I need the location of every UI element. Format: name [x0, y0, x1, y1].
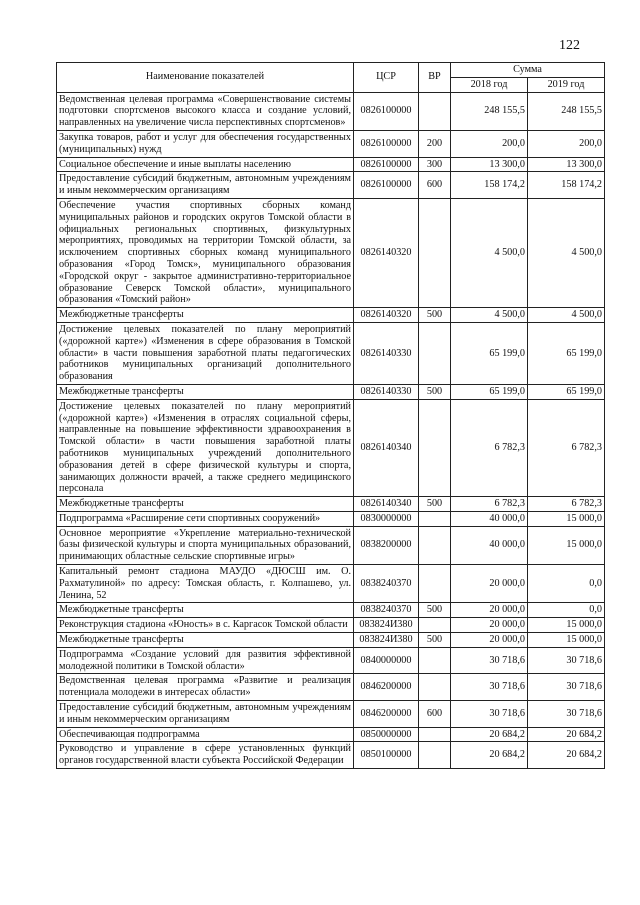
row-amount-2019-cell: 4 500,0	[528, 198, 605, 307]
row-csr-cell: 0826140330	[354, 384, 419, 399]
row-vr-cell	[419, 399, 451, 496]
row-csr-cell: 0838200000	[354, 526, 419, 564]
page-number: 122	[559, 38, 580, 53]
row-amount-2018-cell: 6 782,3	[451, 399, 528, 496]
table-row	[57, 603, 605, 618]
row-name-cell: Ведомственная целевая программа «Совершенствование системы подготовки спортсменов высокого класса и создание условий, направленных на увеличение числа перспективных спортсменов»	[57, 92, 354, 130]
row-amount-2018-cell: 20 684,2	[451, 727, 528, 742]
row-vr-cell: 500	[419, 384, 451, 399]
row-csr-cell: 0826140330	[354, 322, 419, 384]
table-row	[57, 526, 605, 564]
row-amount-2019-cell: 15 000,0	[528, 511, 605, 526]
row-vr-cell: 300	[419, 157, 451, 172]
row-vr-cell	[419, 618, 451, 633]
table-row	[57, 172, 605, 199]
row-amount-2019-cell: 30 718,6	[528, 701, 605, 728]
row-csr-cell: 0826140320	[354, 198, 419, 307]
row-name-cell: Капитальный ремонт стадиона МАУДО «ДЮСШ им. О. Рахматулиной» по адресу: Томская область, г. Колпашево, ул. Ленина, 52	[57, 565, 354, 603]
row-amount-2018-cell: 30 718,6	[451, 674, 528, 701]
budget-table	[56, 62, 605, 769]
table-row	[57, 511, 605, 526]
row-amount-2019-cell: 4 500,0	[528, 308, 605, 323]
row-name-cell: Достижение целевых показателей по плану мероприятий («дорожной карте») «Изменения в отраслях социальной сферы, направленные на повышение эффективности здравоохранения в Томской области» в части повышения заработной платы работников муниципальных учреждений дополнительного образования детей в сфере физической культуры и спорта, занимающих должности врачей, а также среднего медицинского персонала	[57, 399, 354, 496]
row-name-cell: Межбюджетные трансферты	[57, 497, 354, 512]
table-row	[57, 322, 605, 384]
row-amount-2018-cell: 20 000,0	[451, 603, 528, 618]
row-vr-cell: 500	[419, 633, 451, 648]
row-amount-2018-cell: 158 174,2	[451, 172, 528, 199]
row-amount-2018-cell: 65 199,0	[451, 322, 528, 384]
row-vr-cell	[419, 647, 451, 674]
table-row	[57, 308, 605, 323]
row-amount-2018-cell: 30 718,6	[451, 647, 528, 674]
row-amount-2018-cell: 6 782,3	[451, 497, 528, 512]
row-name-cell: Основное мероприятие «Укрепление материально-технической базы физической культуры и спорта муниципальных образований, принимающих областные сельские спортивные игры»	[57, 526, 354, 564]
table-body	[57, 92, 605, 768]
row-vr-cell	[419, 198, 451, 307]
row-amount-2019-cell: 65 199,0	[528, 384, 605, 399]
row-amount-2019-cell: 6 782,3	[528, 497, 605, 512]
row-amount-2019-cell: 20 684,2	[528, 742, 605, 769]
row-amount-2019-cell: 248 155,5	[528, 92, 605, 130]
row-name-cell: Подпрограмма «Создание условий для развития эффективной молодежной политики в Томской области»	[57, 647, 354, 674]
header-year-2019: 2019 год	[528, 77, 605, 92]
table-row	[57, 565, 605, 603]
row-name-cell: Обеспечение участия спортивных сборных команд муниципальных районов и городских округов Томской области в официальных региональных спортивных, физкультурных мероприятиях, проводимых на территории Томской области, за исключением спортивных сборных команд муниципального образования «Город Томск», муниципального образования «Городской округ - закрытое административно-территориальное образование Северск Томской области», муниципального образования «Томский район»	[57, 198, 354, 307]
table-row	[57, 384, 605, 399]
row-amount-2018-cell: 20 000,0	[451, 633, 528, 648]
table-row	[57, 647, 605, 674]
table-row	[57, 157, 605, 172]
table-row	[57, 497, 605, 512]
table-row	[57, 742, 605, 769]
row-amount-2019-cell: 158 174,2	[528, 172, 605, 199]
row-name-cell: Закупка товаров, работ и услуг для обеспечения государственных (муниципальных) нужд	[57, 130, 354, 157]
row-amount-2019-cell: 20 684,2	[528, 727, 605, 742]
row-name-cell: Ведомственная целевая программа «Развитие и реализация потенциала молодежи в интересах области»	[57, 674, 354, 701]
row-amount-2018-cell: 200,0	[451, 130, 528, 157]
row-csr-cell: 0830000000	[354, 511, 419, 526]
table-row	[57, 130, 605, 157]
row-csr-cell: 0850000000	[354, 727, 419, 742]
table-row	[57, 701, 605, 728]
table-row	[57, 399, 605, 496]
row-name-cell: Межбюджетные трансферты	[57, 633, 354, 648]
row-csr-cell: 0826140320	[354, 308, 419, 323]
row-amount-2019-cell: 200,0	[528, 130, 605, 157]
row-csr-cell: 0838240370	[354, 603, 419, 618]
row-amount-2018-cell: 248 155,5	[451, 92, 528, 130]
row-name-cell: Межбюджетные трансферты	[57, 384, 354, 399]
row-name-cell: Межбюджетные трансферты	[57, 308, 354, 323]
row-amount-2018-cell: 40 000,0	[451, 526, 528, 564]
table-header	[57, 63, 605, 93]
header-csr: ЦСР	[354, 63, 419, 93]
row-amount-2019-cell: 65 199,0	[528, 322, 605, 384]
row-amount-2018-cell: 20 000,0	[451, 565, 528, 603]
table-row	[57, 727, 605, 742]
row-amount-2019-cell: 30 718,6	[528, 674, 605, 701]
row-vr-cell	[419, 511, 451, 526]
row-vr-cell: 500	[419, 308, 451, 323]
row-vr-cell	[419, 727, 451, 742]
row-name-cell: Межбюджетные трансферты	[57, 603, 354, 618]
row-vr-cell	[419, 92, 451, 130]
row-name-cell: Реконструкция стадиона «Юность» в с. Каргасок Томской области	[57, 618, 354, 633]
row-csr-cell: 0846200000	[354, 674, 419, 701]
header-name: Наименование показателей	[57, 63, 354, 93]
header-vr: ВР	[419, 63, 451, 93]
row-name-cell: Предоставление субсидий бюджетным, автономным учреждениям и иным некоммерческим организациям	[57, 701, 354, 728]
row-amount-2019-cell: 0,0	[528, 603, 605, 618]
row-name-cell: Руководство и управление в сфере установленных функций органов государственной власти субъекта Российской Федерации	[57, 742, 354, 769]
row-csr-cell: 083824И380	[354, 618, 419, 633]
row-amount-2018-cell: 20 684,2	[451, 742, 528, 769]
table-row	[57, 633, 605, 648]
row-vr-cell: 500	[419, 603, 451, 618]
row-vr-cell: 500	[419, 497, 451, 512]
table-row	[57, 92, 605, 130]
row-amount-2018-cell: 4 500,0	[451, 308, 528, 323]
row-csr-cell: 083824И380	[354, 633, 419, 648]
row-csr-cell: 0838240370	[354, 565, 419, 603]
row-name-cell: Социальное обеспечение и иные выплаты населению	[57, 157, 354, 172]
row-csr-cell: 0840000000	[354, 647, 419, 674]
table-row	[57, 674, 605, 701]
row-name-cell: Предоставление субсидий бюджетным, автономным учреждениям и иным некоммерческим организациям	[57, 172, 354, 199]
row-name-cell: Обеспечивающая подпрограмма	[57, 727, 354, 742]
table-row	[57, 198, 605, 307]
row-csr-cell: 0826140340	[354, 497, 419, 512]
row-amount-2019-cell: 6 782,3	[528, 399, 605, 496]
row-amount-2019-cell: 15 000,0	[528, 526, 605, 564]
table-row	[57, 618, 605, 633]
row-vr-cell	[419, 742, 451, 769]
row-csr-cell: 0826100000	[354, 130, 419, 157]
header-year-2018: 2018 год	[451, 77, 528, 92]
row-csr-cell: 0826100000	[354, 172, 419, 199]
row-csr-cell: 0846200000	[354, 701, 419, 728]
row-amount-2018-cell: 13 300,0	[451, 157, 528, 172]
row-vr-cell: 200	[419, 130, 451, 157]
row-vr-cell	[419, 322, 451, 384]
row-vr-cell	[419, 674, 451, 701]
row-amount-2019-cell: 30 718,6	[528, 647, 605, 674]
header-sum: Сумма	[451, 63, 605, 78]
row-vr-cell: 600	[419, 172, 451, 199]
row-csr-cell: 0826140340	[354, 399, 419, 496]
row-vr-cell	[419, 565, 451, 603]
row-amount-2019-cell: 13 300,0	[528, 157, 605, 172]
row-name-cell: Подпрограмма «Расширение сети спортивных сооружений»	[57, 511, 354, 526]
row-amount-2019-cell: 15 000,0	[528, 633, 605, 648]
row-amount-2018-cell: 20 000,0	[451, 618, 528, 633]
row-amount-2018-cell: 30 718,6	[451, 701, 528, 728]
row-amount-2018-cell: 65 199,0	[451, 384, 528, 399]
row-amount-2018-cell: 40 000,0	[451, 511, 528, 526]
row-vr-cell: 600	[419, 701, 451, 728]
row-csr-cell: 0826100000	[354, 92, 419, 130]
row-csr-cell: 0850100000	[354, 742, 419, 769]
row-csr-cell: 0826100000	[354, 157, 419, 172]
row-name-cell: Достижение целевых показателей по плану мероприятий («дорожной карте») «Изменения в сфере образования в Томской области» в части повышения заработной платы педагогических работников муниципальных организаций дополнительного образования	[57, 322, 354, 384]
row-vr-cell	[419, 526, 451, 564]
row-amount-2019-cell: 15 000,0	[528, 618, 605, 633]
row-amount-2019-cell: 0,0	[528, 565, 605, 603]
row-amount-2018-cell: 4 500,0	[451, 198, 528, 307]
